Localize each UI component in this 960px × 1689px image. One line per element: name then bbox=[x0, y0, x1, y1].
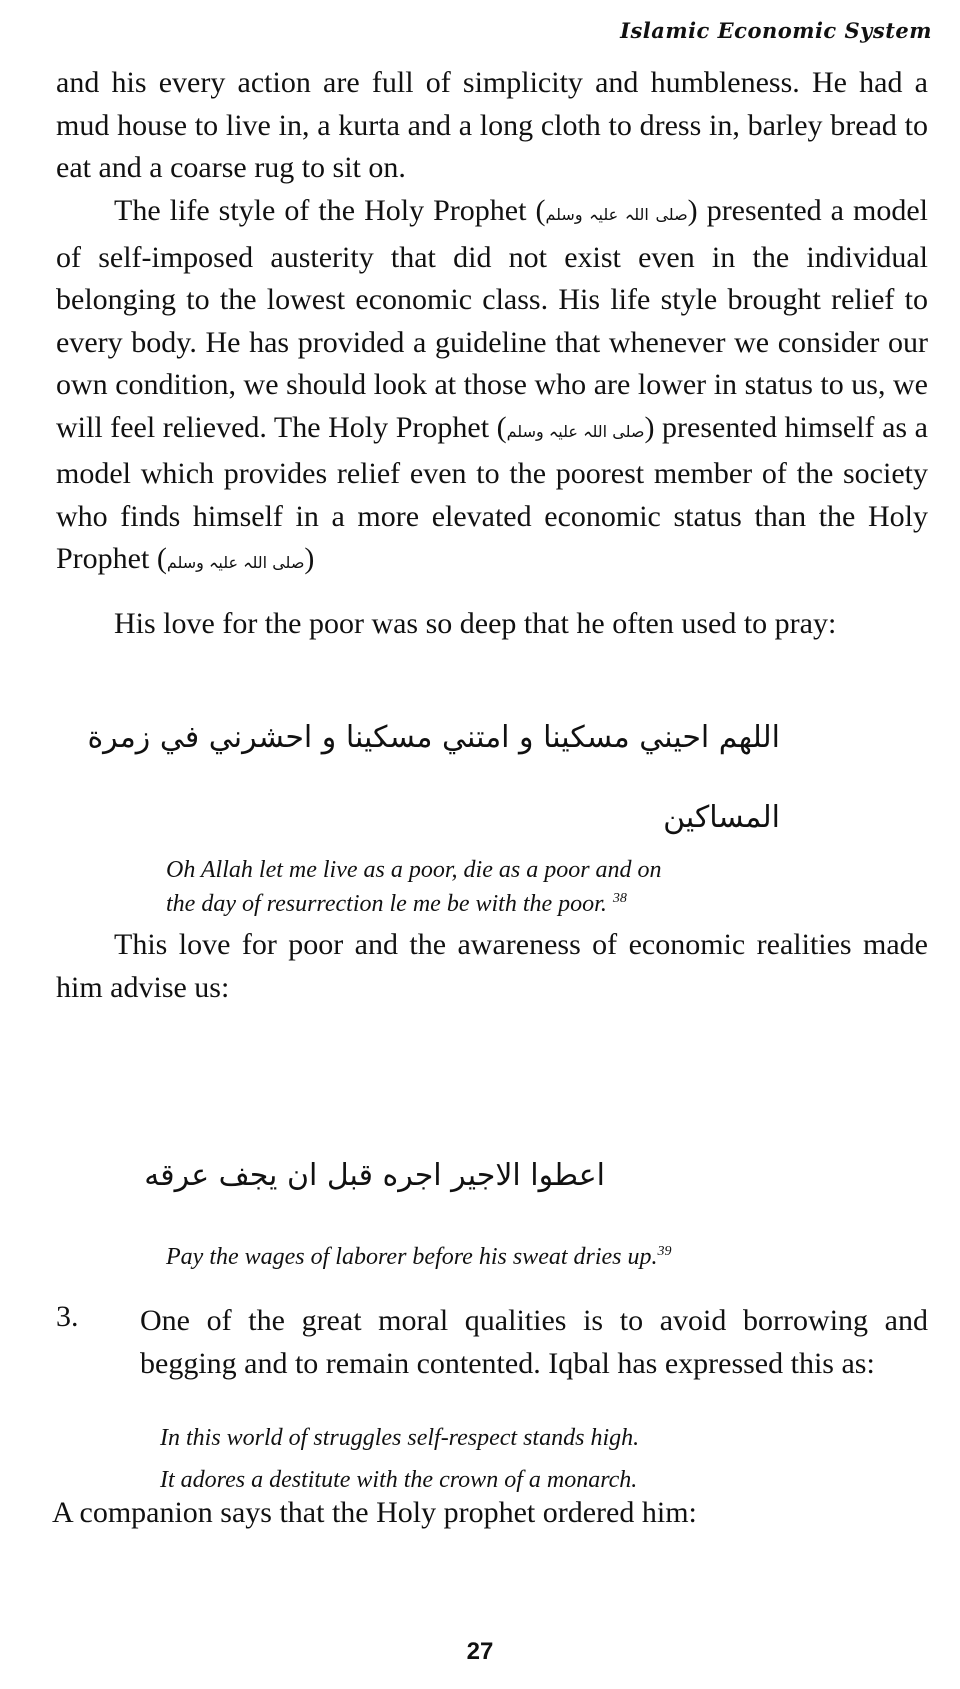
honorific-2: صلی اللہ علیہ وسلم bbox=[506, 421, 645, 441]
paragraph-economic-realities: This love for poor and the awareness of economic realities made him advise us: bbox=[56, 928, 928, 1004]
honorific-3: صلی اللہ علیہ وسلم bbox=[166, 553, 305, 572]
footnote-39: 39 bbox=[657, 1244, 672, 1259]
list-item-number: 3. bbox=[56, 1300, 79, 1333]
poem-line-2: It adores a destitute with the crown of a monarch. bbox=[160, 1467, 638, 1493]
honorific-1: صلی اللہ علیہ وسلم bbox=[545, 205, 688, 224]
prayer-translation-line-1: Oh Allah let me live as a poor, die as a poor and on bbox=[166, 857, 662, 883]
paragraph-austerity bbox=[56, 190, 928, 585]
paragraph-simplicity: and his every action are full of simplicity and humbleness. He had a mud house to live in, a kurta and a long cloth to dress in, barley bread to eat and a coarse rug to sit on. bbox=[56, 66, 928, 184]
footnote-38: 38 bbox=[612, 891, 627, 906]
running-header: Islamic Economic System bbox=[620, 18, 932, 43]
list-item-text: One of the great moral qualities is to avoid borrowing and begging and to remain contented. Iqbal has expressed this as: bbox=[140, 1304, 928, 1380]
hadith-arabic: اعطوا الاجير اجره قبل ان يجف عرقه bbox=[144, 1158, 605, 1193]
prayer-translation bbox=[166, 853, 662, 921]
hadith-translation-text: Pay the wages of laborer before his sweat dries up. bbox=[166, 1244, 658, 1270]
paragraph-austerity-part-1: The life style of the Holy Prophet ( bbox=[114, 194, 546, 227]
hadith-translation bbox=[166, 1240, 672, 1274]
paragraph-austerity-part-4: ) bbox=[304, 542, 315, 575]
paragraph-austerity-part-3: ) presented himself as a model which provides relief even to the poorest member of the society who finds himself in a more elevated economic status than the Holy Prophet ( bbox=[56, 410, 928, 575]
paragraph-austerity-part-2: ) presented a model of self-imposed austerity that did not exist even in the individual belonging to the lowest economic class. His life style brought relief to every body. He has provided a guideline that whenever we consider our own condition, we should look at those who are lower in status to us, we will feel relieved. The Holy Prophet ( bbox=[56, 194, 929, 444]
prayer-arabic-line-2: المساكين bbox=[663, 800, 780, 835]
poem-line-1: In this world of struggles self-respect stands high. bbox=[160, 1425, 640, 1451]
prayer-arabic-line-1: اللهم احيني مسكينا و امتني مسكينا و احشرني في زمرة bbox=[87, 720, 780, 755]
paragraph-love-for-poor: His love for the poor was so deep that he often used to pray: bbox=[114, 607, 837, 640]
closing-sentence: A companion says that the Holy prophet ordered him: bbox=[52, 1496, 697, 1529]
page-number: 27 bbox=[466, 1638, 494, 1665]
prayer-translation-line-2: the day of resurrection le me be with the poor. bbox=[166, 891, 607, 917]
